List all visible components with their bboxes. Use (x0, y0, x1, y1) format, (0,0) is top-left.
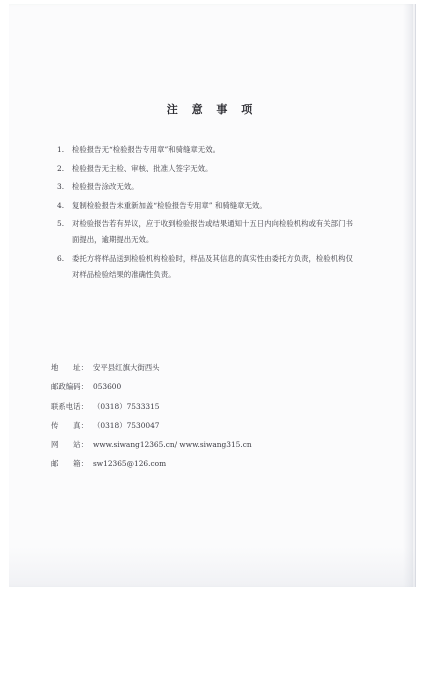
contact-label: 邮政编码： (51, 382, 88, 392)
contact-phone (51, 397, 351, 416)
note-item (57, 142, 357, 158)
contact-label: 网 站： (51, 440, 88, 450)
contact-website (51, 435, 351, 454)
note-text: 委托方将样品送到检验机构检验时，样品及其信息的真实性由委托方负责，检验机构仅对样品检验结果的准确性负责。 (72, 253, 353, 279)
note-number: 3. (57, 182, 65, 191)
notes-list (57, 142, 357, 285)
contact-value: sw12365@126.com (93, 459, 167, 469)
contact-label: 传 真： (51, 420, 88, 430)
contact-label: 联系电话： (51, 401, 88, 411)
note-item (57, 216, 357, 248)
contact-label: 地 址： (51, 363, 88, 372)
note-item (57, 251, 357, 283)
note-item (57, 161, 357, 177)
document-page (9, 4, 416, 587)
contact-label: 邮 箱： (51, 459, 88, 469)
contact-postcode (51, 377, 351, 396)
contact-address (51, 358, 351, 377)
contact-value: 安平县红旗大街西头 (93, 363, 160, 372)
note-text: 对检验报告若有异议，应于收到检验报告或结果通知十五日内向检验机构或有关部门书面提出，逾期提出无效。 (72, 219, 353, 244)
note-item (57, 179, 357, 195)
note-number: 5. (57, 219, 65, 228)
contact-value: 053600 (93, 382, 122, 392)
note-number: 4. (57, 200, 65, 210)
contact-info (51, 358, 351, 474)
page-title: 注 意 事 项 (166, 103, 258, 116)
note-text: 检验报告无主检、审核、批准人签字无效。 (72, 163, 213, 173)
contact-fax (51, 416, 351, 435)
note-number: 1. (57, 145, 65, 154)
note-number: 6. (57, 253, 65, 263)
note-number: 2. (57, 163, 65, 173)
contact-value: （0318）7530047 (93, 420, 160, 430)
contact-value: www.siwang12365.cn/ www.siwang315.cn (93, 440, 252, 450)
note-text: 检验报告无“检验报告专用章”和骑缝章无效。 (72, 145, 220, 154)
note-text: 复制检验报告未重新加盖“检验报告专用章” 和骑缝章无效。 (72, 200, 267, 210)
contact-value: （0318）7533315 (93, 401, 160, 411)
note-text: 检验报告涂改无效。 (72, 182, 139, 191)
note-item (57, 198, 357, 214)
contact-email (51, 454, 351, 473)
